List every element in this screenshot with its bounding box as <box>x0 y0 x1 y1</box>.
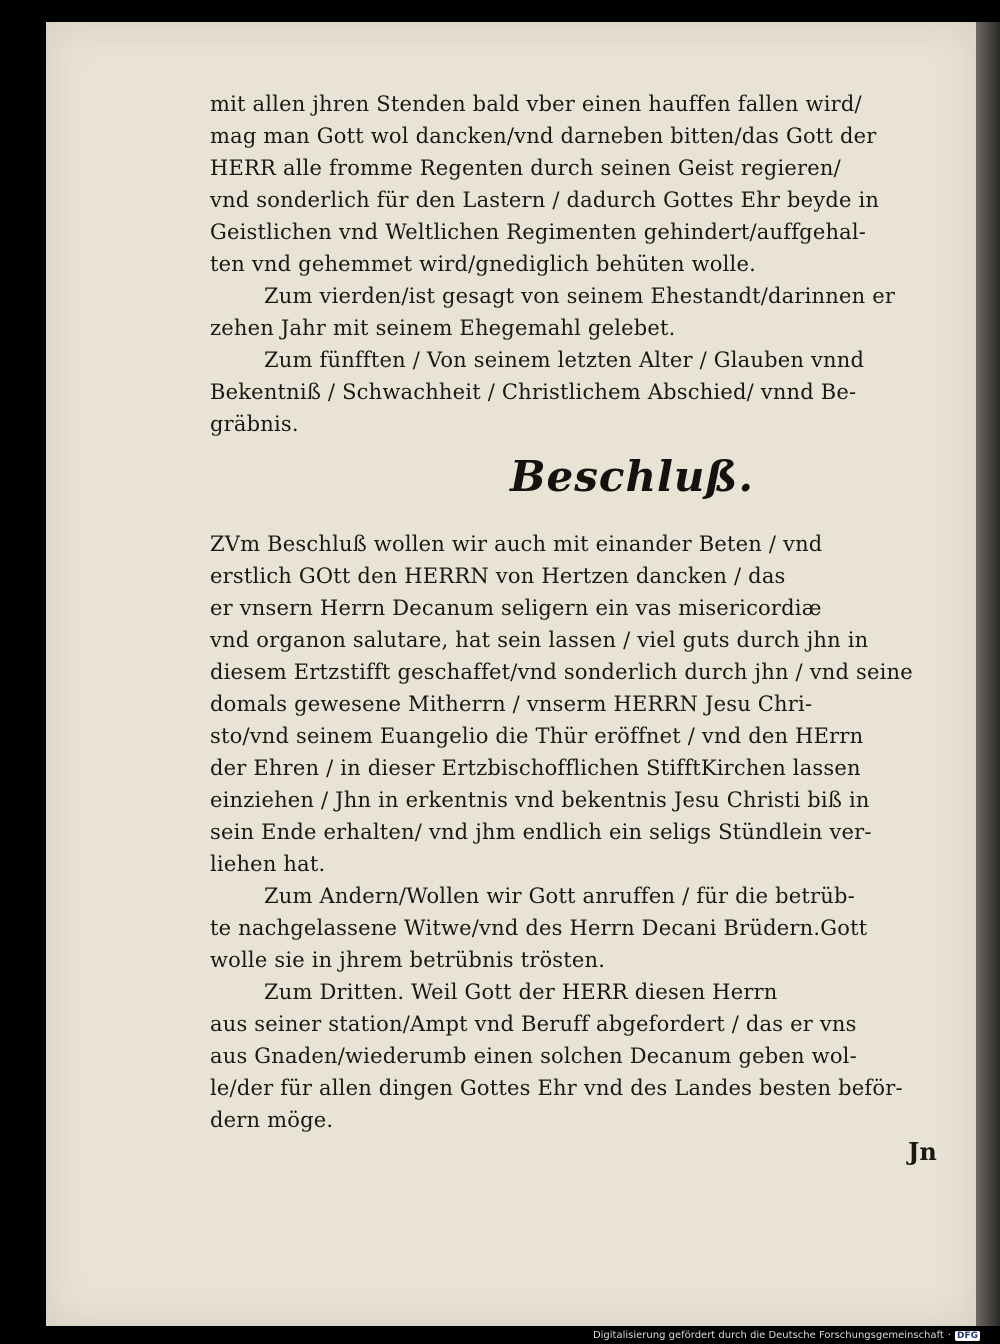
text-line: dern möge. <box>210 1108 334 1132</box>
text-line: mag man Gott wol dancken/vnd darneben bitten/das Gott der <box>210 124 877 148</box>
text-line: Zum vierden/ist gesagt von seinem Ehestandt/darinnen er <box>264 284 896 308</box>
text-line: ZVm Beschluß wollen wir auch mit einander Beten / vnd <box>210 532 823 556</box>
text-line: domals gewesene Mitherrn / vnserm HERRN Jesu Chri- <box>210 692 813 716</box>
text-line: Bekentniß / Schwachheit / Christlichem Abschied/ vnnd Be- <box>210 380 857 404</box>
text-line: Zum Andern/Wollen wir Gott anruffen / für die betrüb- <box>264 884 855 908</box>
text-line: sto/vnd seinem Euangelio die Thür eröffnet / vnd den HErrn <box>210 724 864 748</box>
catchword: Jn <box>908 1137 937 1166</box>
text-line: erstlich GOtt den HERRN von Hertzen dancken / das <box>210 564 786 588</box>
text-line: wolle sie in jhrem betrübnis trösten. <box>210 948 606 972</box>
text-line: Geistlichen vnd Weltlichen Regimenten gehindert/auffgehal- <box>210 220 867 244</box>
digitization-credit: Digitalisierung gefördert durch die Deutsche Forschungsgemeinschaft · DFG <box>592 1330 978 1341</box>
text-line: le/der für allen dingen Gottes Ehr vnd des Landes besten beför- <box>210 1076 903 1100</box>
text-line: sein Ende erhalten/ vnd jhm endlich ein seligs Stündlein ver- <box>210 820 872 844</box>
page-edge <box>976 22 1000 1326</box>
text-line: te nachgelassene Witwe/vnd des Herrn Decani Brüdern.Gott <box>210 916 868 940</box>
credit-text: Digitalisierung gefördert durch die Deutsche Forschungsgemeinschaft <box>592 1330 944 1341</box>
text-line: aus seiner station/Ampt vnd Beruff abgefordert / das er vns <box>210 1012 857 1036</box>
text-line: Zum fünfften / Von seinem letzten Alter / Glauben vnnd <box>264 348 865 372</box>
dfg-logo-icon: DFG <box>956 1330 978 1341</box>
section-heading: Beschluß. <box>510 452 754 501</box>
text-line: Zum Dritten. Weil Gott der HERR diesen Herrn <box>264 980 778 1004</box>
text-line: mit allen jhren Stenden bald vber einen hauffen fallen wird/ <box>210 92 862 116</box>
text-line: ten vnd gehemmet wird/gnediglich behüten wolle. <box>210 252 756 276</box>
text-line: gräbnis. <box>210 412 299 436</box>
text-line: liehen hat. <box>210 852 326 876</box>
text-line: vnd sonderlich für den Lastern / dadurch Gottes Ehr beyde in <box>210 188 880 212</box>
text-line: diesem Ertzstifft geschaffet/vnd sonderlich durch jhn / vnd seine <box>210 660 913 684</box>
text-line: der Ehren / in dieser Ertzbischofflichen StifftKirchen lassen <box>210 756 861 780</box>
text-line: zehen Jahr mit seinem Ehegemahl gelebet. <box>210 316 676 340</box>
text-line: vnd organon salutare, hat sein lassen / viel guts durch jhn in <box>210 628 869 652</box>
text-line: einziehen / Jhn in erkentnis vnd bekentnis Jesu Christi biß in <box>210 788 870 812</box>
text-line: er vnsern Herrn Decanum seligern ein vas misericordiæ <box>210 596 822 620</box>
text-line: aus Gnaden/wiederumb einen solchen Decanum geben wol- <box>210 1044 857 1068</box>
text-line: HERR alle fromme Regenten durch seinen Geist regieren/ <box>210 156 841 180</box>
